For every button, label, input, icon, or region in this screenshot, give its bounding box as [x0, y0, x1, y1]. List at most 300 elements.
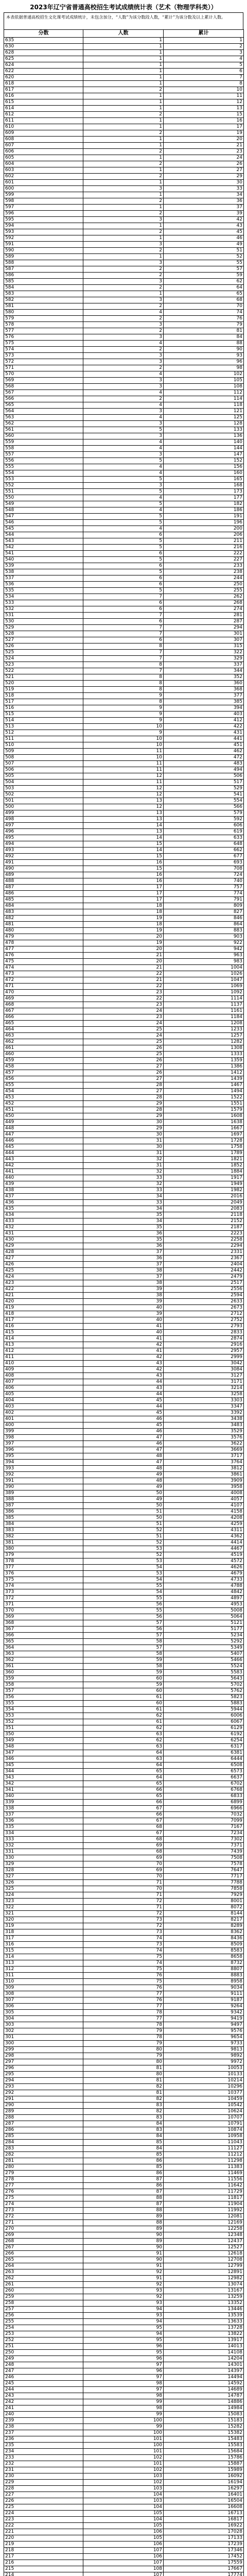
cell-count: 2	[83, 229, 164, 235]
cell-score: 493	[4, 848, 83, 854]
cell-score: 499	[4, 810, 83, 817]
table-row	[4, 322, 244, 328]
cell-score: 487	[4, 885, 83, 891]
cell-cumulative: 7717	[164, 1874, 244, 1880]
table-row	[4, 1682, 244, 1688]
cell-score: 507	[4, 761, 83, 767]
cell-score: 271	[4, 2220, 83, 2226]
cell-score: 519	[4, 687, 83, 693]
table-row	[4, 594, 244, 600]
table-row	[4, 1515, 244, 1521]
cell-score: 466	[4, 1014, 83, 1021]
table-row	[4, 2214, 244, 2220]
table-row	[4, 2059, 244, 2065]
table-row	[4, 1608, 244, 1614]
cell-count: 40	[83, 1330, 164, 1336]
cell-count: 87	[83, 2189, 164, 2195]
table-row	[4, 2090, 244, 2096]
cell-cumulative: 90	[164, 347, 244, 353]
cell-score: 481	[4, 922, 83, 928]
cell-count: 59	[83, 1682, 164, 1688]
table-row	[4, 650, 244, 656]
table-row	[4, 1466, 244, 1472]
table-row	[4, 2028, 244, 2035]
table-row	[4, 613, 244, 619]
cell-score: 411	[4, 1354, 83, 1361]
cell-cumulative: 11469	[164, 2171, 244, 2177]
table-row	[4, 1188, 244, 1194]
cell-count: 4	[83, 402, 164, 409]
cell-cumulative: 4414	[164, 1540, 244, 1546]
cell-score: 239	[4, 2418, 83, 2424]
table-row	[4, 81, 244, 87]
cell-count: 1	[83, 106, 164, 112]
table-row	[4, 730, 244, 736]
cell-score: 585	[4, 279, 83, 285]
cell-cumulative: 3764	[164, 1460, 244, 1466]
cell-cumulative: 88	[164, 341, 244, 347]
cell-score: 229	[4, 2480, 83, 2486]
cell-cumulative: 96	[164, 359, 244, 365]
table-row	[4, 1095, 244, 1101]
cell-score: 262	[4, 2276, 83, 2282]
table-row	[4, 767, 244, 773]
cell-score: 380	[4, 1546, 83, 1552]
cell-cumulative: 16817	[164, 2517, 244, 2523]
cell-cumulative: 8583	[164, 1948, 244, 1954]
cell-score: 322	[4, 1905, 83, 1911]
header-count: 人数	[83, 30, 164, 38]
cell-score: 352	[4, 1719, 83, 1725]
cell-score: 495	[4, 835, 83, 841]
table-row	[4, 2115, 244, 2121]
cell-cumulative: 79	[164, 322, 244, 328]
cell-score: 418	[4, 1311, 83, 1317]
cell-count: 90	[83, 2232, 164, 2239]
cell-cumulative: 14397	[164, 2368, 244, 2375]
cell-score: 278	[4, 2177, 83, 2183]
cell-cumulative: 922	[164, 940, 244, 946]
cell-cumulative: 606	[164, 823, 244, 829]
table-row	[4, 161, 244, 167]
cell-score: 287	[4, 2121, 83, 2127]
table-row	[4, 1905, 244, 1911]
cell-count: 66	[83, 1800, 164, 1806]
cell-score: 313	[4, 1960, 83, 1967]
cell-cumulative: 2331	[164, 1249, 244, 1256]
table-row	[4, 137, 244, 143]
cell-cumulative: 3958	[164, 1484, 244, 1490]
cell-score: 527	[4, 637, 83, 643]
cell-count: 26	[83, 1045, 164, 1052]
cell-count: 11	[83, 767, 164, 773]
cell-score: 438	[4, 1188, 83, 1194]
cell-count: 34	[83, 1218, 164, 1225]
cell-count: 77	[83, 2016, 164, 2022]
cell-count: 67	[83, 1831, 164, 1837]
table-row	[4, 643, 244, 650]
cell-cumulative: 125	[164, 415, 244, 421]
cell-cumulative: 65	[164, 291, 244, 297]
table-row	[4, 1422, 244, 1429]
cell-count: 68	[83, 1849, 164, 1855]
table-row	[4, 848, 244, 854]
cell-cumulative: 1579	[164, 1107, 244, 1113]
table-row	[4, 1342, 244, 1348]
cell-count: 7	[83, 613, 164, 619]
cell-cumulative: 5234	[164, 1633, 244, 1639]
cell-count: 96	[83, 2368, 164, 2375]
cell-score: 525	[4, 650, 83, 656]
cell-score: 246	[4, 2375, 83, 2381]
cell-score: 265	[4, 2257, 83, 2263]
cell-count: 52	[83, 1528, 164, 1534]
table-row	[4, 1416, 244, 1422]
cell-score: 457	[4, 1070, 83, 1076]
cell-cumulative: 12891	[164, 2269, 244, 2276]
cell-count: 6	[83, 600, 164, 606]
cell-count: 5	[83, 569, 164, 575]
cell-count: 35	[83, 1237, 164, 1243]
cell-cumulative: 14494	[164, 2375, 244, 2381]
cell-cumulative: 9733	[164, 2041, 244, 2047]
table-row	[4, 1546, 244, 1552]
cell-score: 599	[4, 192, 83, 198]
cell-cumulative: 6067	[164, 1719, 244, 1725]
cell-score: 517	[4, 699, 83, 705]
cell-score: 346	[4, 1756, 83, 1762]
cell-cumulative: 17028	[164, 2529, 244, 2535]
table-row	[4, 1769, 244, 1775]
table-row	[4, 1936, 244, 1942]
cell-cumulative: 8958	[164, 1979, 244, 1985]
cell-count: 92	[83, 2282, 164, 2288]
cell-count: 61	[83, 1719, 164, 1725]
cell-cumulative: 10707	[164, 2115, 244, 2121]
cell-score: 441	[4, 1169, 83, 1175]
cell-score: 533	[4, 600, 83, 606]
score-table	[4, 29, 244, 2576]
table-row	[4, 1868, 244, 1874]
table-row	[4, 2554, 244, 2560]
cell-cumulative: 10874	[164, 2127, 244, 2133]
cell-score: 565	[4, 402, 83, 409]
cell-score: 288	[4, 2115, 83, 2121]
cell-cumulative: 262	[164, 594, 244, 600]
cell-count: 1	[83, 69, 164, 75]
cell-count: 31	[83, 1150, 164, 1157]
cell-cumulative: 6381	[164, 1750, 244, 1756]
cell-cumulative: 12348	[164, 2232, 244, 2239]
cell-score: 569	[4, 378, 83, 384]
table-row	[4, 526, 244, 532]
cell-count: 81	[83, 2065, 164, 2072]
cell-count: 3	[83, 217, 164, 223]
cell-cumulative: 182	[164, 501, 244, 507]
table-row	[4, 1089, 244, 1095]
cell-count: 81	[83, 2078, 164, 2084]
cell-cumulative: 1728	[164, 1138, 244, 1144]
cell-cumulative: 6966	[164, 1806, 244, 1812]
cell-cumulative: 11383	[164, 2164, 244, 2171]
table-row	[4, 779, 244, 786]
table-row	[4, 2103, 244, 2109]
table-row	[4, 1392, 244, 1398]
cell-score: 547	[4, 514, 83, 520]
table-row	[4, 1243, 244, 1249]
table-row	[4, 637, 244, 643]
cell-cumulative: 4572	[164, 1558, 244, 1565]
cell-cumulative: 156	[164, 464, 244, 470]
cell-cumulative: 13	[164, 106, 244, 112]
table-row	[4, 2430, 244, 2436]
cell-score: 445	[4, 1144, 83, 1150]
cell-count: 106	[83, 2554, 164, 2560]
cell-count: 2	[83, 161, 164, 167]
cell-count: 4	[83, 507, 164, 514]
table-row	[4, 1157, 244, 1163]
cell-count: 39	[83, 1286, 164, 1293]
cell-score: 449	[4, 1120, 83, 1126]
cell-score: 561	[4, 427, 83, 433]
cell-count: 46	[83, 1429, 164, 1435]
cell-cumulative: 6768	[164, 1787, 244, 1793]
cell-cumulative: 144	[164, 446, 244, 452]
table-row	[4, 371, 244, 378]
cell-count: 86	[83, 2158, 164, 2164]
cell-count: 33	[83, 1175, 164, 1181]
cell-cumulative: 93	[164, 353, 244, 359]
table-row	[4, 2177, 244, 2183]
table-row	[4, 1002, 244, 1008]
table-row	[4, 1620, 244, 1626]
cell-score: 440	[4, 1175, 83, 1181]
table-row	[4, 1960, 244, 1967]
cell-count: 13	[83, 817, 164, 823]
cell-cumulative: 1092	[164, 990, 244, 996]
table-row	[4, 2548, 244, 2554]
cell-count: 106	[83, 2541, 164, 2548]
cell-score: 544	[4, 532, 83, 538]
cell-cumulative: 1884	[164, 1169, 244, 1175]
cell-score: 247	[4, 2368, 83, 2375]
cell-count: 65	[83, 1793, 164, 1800]
cell-count: 5	[83, 514, 164, 520]
cell-count: 88	[83, 2220, 164, 2226]
table-row	[4, 600, 244, 606]
cell-cumulative: 12982	[164, 2276, 244, 2282]
cell-score: 587	[4, 266, 83, 273]
cell-count: 52	[83, 1540, 164, 1546]
cell-cumulative: 17559	[164, 2560, 244, 2566]
cell-cumulative: 5702	[164, 1682, 244, 1688]
table-row	[4, 2152, 244, 2158]
table-row	[4, 433, 244, 439]
cell-score: 253	[4, 2331, 83, 2337]
cell-score: 424	[4, 1274, 83, 1280]
cell-score: 470	[4, 990, 83, 996]
cell-cumulative: 2673	[164, 1305, 244, 1311]
cell-score: 303	[4, 2022, 83, 2028]
table-row	[4, 1330, 244, 1336]
cell-cumulative: 483	[164, 761, 244, 767]
cell-score: 293	[4, 2084, 83, 2090]
cell-score: 450	[4, 1113, 83, 1120]
cell-cumulative: 20	[164, 137, 244, 143]
table-row	[4, 1793, 244, 1800]
cell-score: 339	[4, 1800, 83, 1806]
table-row	[4, 1577, 244, 1583]
cell-count: 23	[83, 990, 164, 996]
table-row	[4, 922, 244, 928]
table-row	[4, 1045, 244, 1052]
table-row	[4, 1138, 244, 1144]
cell-count: 5	[83, 557, 164, 563]
table-row	[4, 1633, 244, 1639]
table-row	[4, 273, 244, 279]
table-row	[4, 1738, 244, 1744]
cell-count: 1	[83, 56, 164, 62]
cell-cumulative: 17667	[164, 2566, 244, 2572]
cell-cumulative: 11127	[164, 2146, 244, 2152]
table-row	[4, 656, 244, 662]
table-row	[4, 742, 244, 749]
table-row	[4, 2473, 244, 2480]
cell-score: 407	[4, 1379, 83, 1385]
table-row	[4, 415, 244, 421]
table-row	[4, 112, 244, 118]
cell-cumulative: 11556	[164, 2177, 244, 2183]
cell-cumulative: 1494	[164, 1089, 244, 1095]
cell-count: 79	[83, 2041, 164, 2047]
table-row	[4, 749, 244, 755]
cell-cumulative: 1026	[164, 971, 244, 977]
cell-score: 577	[4, 328, 83, 334]
cell-score: 553	[4, 477, 83, 483]
cell-count: 105	[83, 2535, 164, 2541]
cell-count: 71	[83, 1892, 164, 1899]
cell-cumulative: 368	[164, 687, 244, 693]
cell-score: 361	[4, 1664, 83, 1670]
cell-score: 335	[4, 1824, 83, 1831]
cell-count: 70	[83, 1874, 164, 1880]
cell-cumulative: 1208	[164, 1021, 244, 1027]
cell-cumulative: 9497	[164, 2022, 244, 2028]
cell-count: 2	[83, 130, 164, 137]
cell-cumulative: 809	[164, 903, 244, 909]
table-row	[4, 959, 244, 965]
cell-cumulative: 133	[164, 427, 244, 433]
cell-count: 1	[83, 38, 164, 44]
cell-cumulative: 173	[164, 489, 244, 495]
table-row	[4, 1917, 244, 1923]
cell-cumulative: 11298	[164, 2158, 244, 2164]
cell-score: 297	[4, 2059, 83, 2065]
cell-count: 3	[83, 483, 164, 489]
cell-cumulative: 2223	[164, 1231, 244, 1237]
cell-count: 94	[83, 2319, 164, 2325]
cell-score: 312	[4, 1967, 83, 1973]
cell-cumulative: 16608	[164, 2504, 244, 2511]
cell-cumulative: 39	[164, 211, 244, 217]
table-row	[4, 1367, 244, 1373]
cell-count: 1	[83, 205, 164, 211]
cell-count: 60	[83, 1688, 164, 1694]
cell-cumulative: 529	[164, 786, 244, 792]
cell-score: 316	[4, 1942, 83, 1948]
cell-score: 530	[4, 619, 83, 625]
cell-score: 496	[4, 829, 83, 835]
cell-cumulative: 1697	[164, 1132, 244, 1138]
cell-score: 455	[4, 1082, 83, 1089]
table-row	[4, 2381, 244, 2387]
table-row	[4, 1707, 244, 1713]
cell-cumulative: 1982	[164, 1188, 244, 1194]
table-row	[4, 458, 244, 464]
cell-count: 57	[83, 1633, 164, 1639]
cell-count: 78	[83, 2035, 164, 2041]
cell-cumulative: 9034	[164, 1985, 244, 1991]
cell-score: 257	[4, 2307, 83, 2313]
table-row	[4, 2498, 244, 2504]
header-score: 分数	[4, 30, 83, 38]
cell-cumulative: 8	[164, 81, 244, 87]
table-row	[4, 916, 244, 922]
table-row	[4, 1014, 244, 1021]
cell-count: 2	[83, 149, 164, 155]
table-row	[4, 1812, 244, 1818]
cell-count: 85	[83, 2152, 164, 2158]
cell-cumulative: 3303	[164, 1398, 244, 1404]
table-row	[4, 205, 244, 211]
cell-score: 502	[4, 792, 83, 798]
cell-cumulative: 16922	[164, 2523, 244, 2529]
cell-count: 59	[83, 1657, 164, 1664]
cell-cumulative: 4842	[164, 1589, 244, 1596]
cell-cumulative: 3812	[164, 1466, 244, 1472]
cell-score: 419	[4, 1305, 83, 1311]
cell-score: 328	[4, 1868, 83, 1874]
cell-cumulative: 24	[164, 155, 244, 161]
cell-count: 2	[83, 266, 164, 273]
cell-score: 484	[4, 903, 83, 909]
cell-count: 69	[83, 1843, 164, 1849]
table-row	[4, 687, 244, 693]
table-row	[4, 507, 244, 514]
cell-score: 347	[4, 1750, 83, 1756]
cell-cumulative: 2049	[164, 1200, 244, 1206]
cell-score: 586	[4, 273, 83, 279]
table-row	[4, 872, 244, 878]
cell-cumulative: 13352	[164, 2300, 244, 2307]
cell-cumulative: 4107	[164, 1503, 244, 1509]
cell-cumulative: 13917	[164, 2337, 244, 2344]
cell-cumulative: 10214	[164, 2078, 244, 2084]
cell-count: 44	[83, 1404, 164, 1410]
cell-score: 256	[4, 2313, 83, 2319]
cell-score: 486	[4, 891, 83, 897]
table-row	[4, 575, 244, 582]
cell-cumulative: 8658	[164, 1954, 244, 1960]
cell-count: 99	[83, 2399, 164, 2405]
cell-score: 494	[4, 841, 83, 848]
cell-count: 90	[83, 2245, 164, 2251]
cell-cumulative: 13633	[164, 2319, 244, 2325]
table-row	[4, 1626, 244, 1633]
cell-count: 54	[83, 1589, 164, 1596]
cell-score: 267	[4, 2245, 83, 2251]
cell-score: 263	[4, 2269, 83, 2276]
